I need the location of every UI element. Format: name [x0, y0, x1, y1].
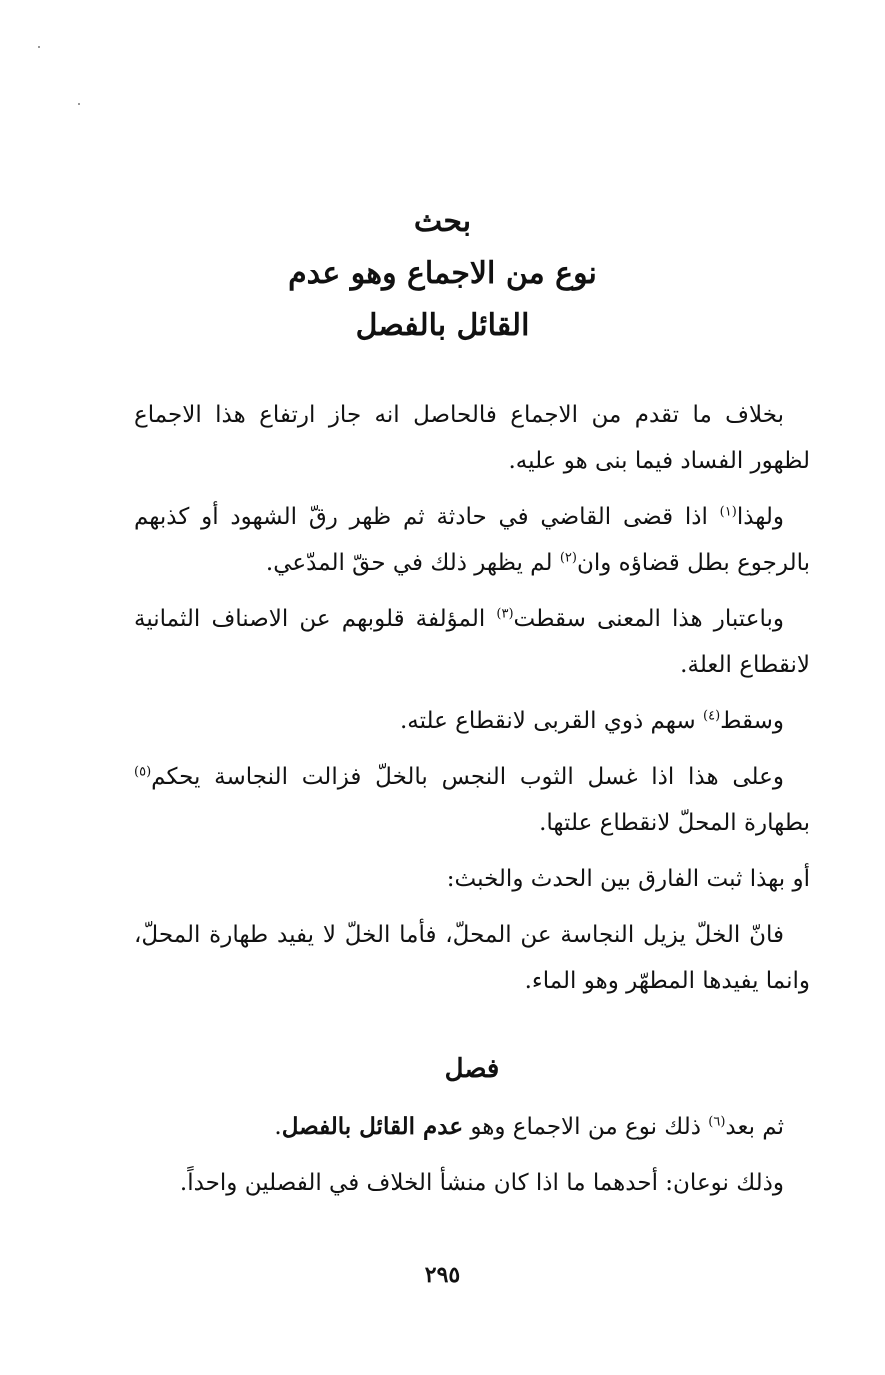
section-paragraph-1-text-b: ذلك نوع من الاجماع وهو — [463, 1114, 709, 1140]
footnote-ref-5: (٥) — [134, 764, 152, 780]
paragraph-2-text-b: اذا قضى القاضي في حادثة ثم ظهر رقّ الشهود أو كذبهم بالرجوع بطل قضاؤه وان — [134, 504, 810, 576]
scan-speck — [78, 103, 80, 105]
paragraph-4-text-b: سهم ذوي القربى لانقطاع علته. — [399, 708, 703, 734]
bold-term: عدم القائل بالفصل — [281, 1113, 464, 1140]
paragraph-4-text-a: وسقط — [720, 708, 784, 734]
section-title: فصل — [444, 1054, 500, 1084]
paragraph-4 — [134, 698, 810, 744]
paragraph-2 — [134, 494, 810, 586]
paragraph-2-text-a: ولهذا — [736, 504, 784, 530]
footnote-ref-1: (١) — [719, 504, 737, 520]
footnote-ref-2: (٢) — [559, 550, 577, 566]
chapter-heading — [0, 196, 885, 352]
scan-speck — [38, 46, 40, 48]
paragraph-5-text-b: بطهارة المحلّ لانقطاع علتها. — [539, 810, 810, 836]
paragraph-2-text-c: لم يظهر ذلك في حقّ المدّعي. — [265, 550, 560, 576]
section-paragraph-2 — [134, 1160, 810, 1206]
footnote-ref-4: (٤) — [703, 708, 721, 724]
section-paragraph-1-text-c: . — [274, 1114, 282, 1140]
paragraph-5-text-a: وعلى هذا اذا غسل الثوب النجس بالخلّ فزالت النجاسة يحكم — [151, 764, 784, 790]
paragraph-3 — [134, 596, 810, 688]
paragraph-7-text: فانّ الخلّ يزيل النجاسة عن المحلّ، فأما الخلّ لا يفيد طهارة المحلّ، وانما يفيدها المطهّر وهو الماء. — [134, 922, 810, 994]
paragraph-5 — [134, 754, 810, 846]
section-paragraph-2-text: وذلك نوعان: أحدهما ما اذا كان منشأ الخلاف في الفصلين واحداً. — [179, 1170, 784, 1196]
paragraph-3-text-a: وباعتبار هذا المعنى سقطت — [513, 606, 784, 632]
heading-line-2: نوع من الاجماع وهو عدم — [288, 256, 597, 291]
heading-line-3: القائل بالفصل — [355, 308, 530, 343]
section-paragraph-1 — [134, 1104, 810, 1150]
paragraph-6-text: أو بهذا ثبت الفارق بين الحدث والخبث: — [446, 866, 810, 892]
paragraph-1-text: بخلاف ما تقدم من الاجماع فالحاصل انه جاز ارتفاع هذا الاجماع لظهور الفساد فيما بنى هو عليه. — [134, 402, 810, 474]
heading-line-1: بحث — [413, 204, 472, 239]
footnote-ref-6: (٦) — [708, 1114, 726, 1130]
page-number: ٢٩٥ — [424, 1262, 461, 1288]
body-text — [134, 392, 810, 1206]
paragraph-3-text-b: المؤلفة قلوبهم عن الاصناف الثمانية لانقطاع العلة. — [134, 606, 810, 678]
paragraph-7 — [134, 912, 810, 1004]
section-paragraph-1-text-a: ثم بعد — [725, 1114, 784, 1140]
footnote-ref-3: (٣) — [496, 606, 514, 622]
paragraph-6 — [134, 856, 810, 902]
paragraph-1 — [134, 392, 810, 484]
